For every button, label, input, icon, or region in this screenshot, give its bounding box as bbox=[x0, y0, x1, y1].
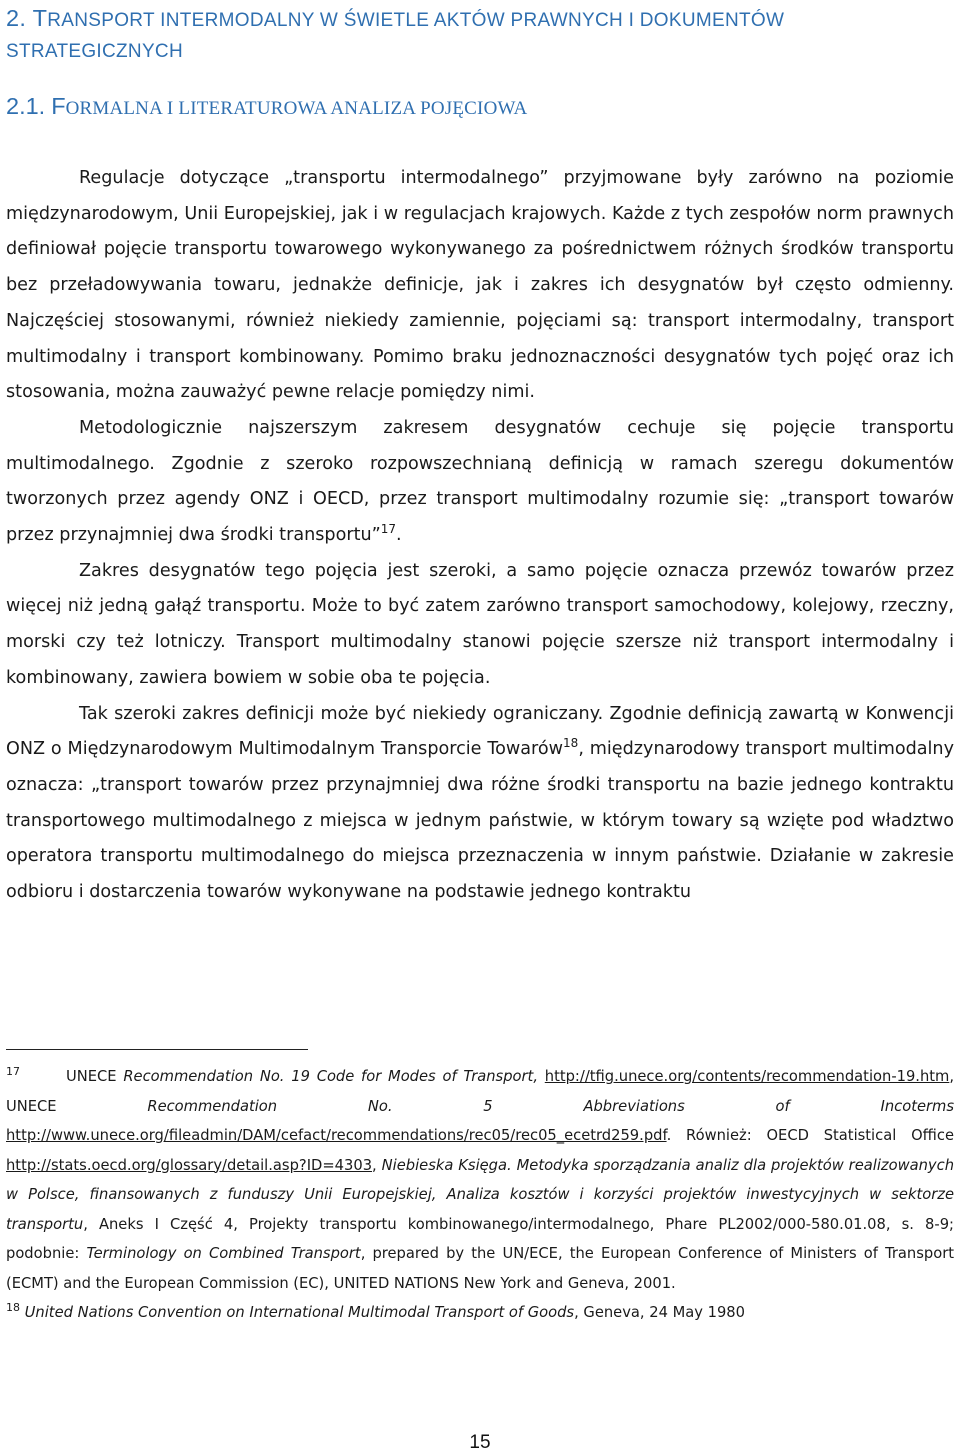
footnote-link[interactable]: http://stats.oecd.org/glossary/detail.asp?ID=4303 bbox=[6, 1156, 373, 1174]
section-title: RANSPORT INTERMODALNY W ŚWIETLE AKTÓW PRAWNYCH I DOKUMENTÓW STRATEGICZNYCH bbox=[6, 10, 785, 62]
footnote-text: , Geneva, 24 May 1980 bbox=[574, 1304, 745, 1321]
footnote-link[interactable]: http://tfig.unece.org/contents/recommendation-19.htm bbox=[544, 1068, 950, 1085]
paragraph-text: . bbox=[396, 525, 402, 546]
footnote-text: , prepared by the UN/ECE, the European Conference of Ministers of Transport (ECMT) and the European Commission (EC), UNITED NATIONS New York and Geneva, 2001. bbox=[6, 1245, 954, 1292]
footnote-17 bbox=[6, 1062, 954, 1298]
footnote-separator bbox=[6, 1049, 308, 1050]
footnote-link[interactable]: http://www.unece.org/fileadmin/DAM/cefact/recommendations/rec05/rec05_ecetrd259.pdf bbox=[6, 1127, 667, 1144]
footnote-title: Terminology on Combined Transport bbox=[86, 1245, 361, 1262]
paragraph-text: Metodologicznie najszerszym zakresem desygnatów cechuje się pojęcie transportu multimodalnego. Zgodnie z szeroko rozpowszechnianą definicją w ramach szeregu dokumentów tworzonych przez agendy ONZ i OECD, przez transport multimodalny rozumie się: „transport towarów przez przynajmniej dwa środki transportu” bbox=[6, 417, 954, 546]
footnote-ref[interactable]: 17 bbox=[380, 522, 397, 537]
footnote-text: . Również: OECD Statistical Office bbox=[666, 1127, 954, 1144]
footnote-title: Recommendation No. 19 Code for Modes of Transport, bbox=[123, 1068, 538, 1085]
footnote-title: United Nations Convention on International Multimodal Transport of Goods bbox=[24, 1304, 575, 1321]
paragraph bbox=[6, 411, 954, 554]
paragraph-text: , międzynarodowy transport multimodalny oznacza: „transport towarów przez przynajmniej dwa różne środki transportu na bazie jednego kontraktu transportowego multimodalnego z miejsca w jednym państwie, w którym towary są wzięte pod władztwo operatora transportu multimodalnego do miejsca przeznaczenia w innym państwie. Działanie w zakresie odbioru i dostarczenia towarów wykonywane na podstawie jednego kontraktu bbox=[6, 739, 954, 903]
footnote-text: , Aneks I Część 4, Projekty transportu kombinowanego/intermodalnego, Phare PL2002/000-580.01.08, s. 8-9; podobnie: bbox=[6, 1215, 954, 1262]
subsection-heading bbox=[6, 92, 954, 123]
page-number: 15 bbox=[469, 1432, 491, 1453]
footnote-number: 17 bbox=[6, 1065, 20, 1079]
footnote-ref[interactable]: 18 bbox=[563, 736, 579, 751]
subsection-title: ORMALNA I LITERATUROWA ANALIZA POJĘCIOWA bbox=[65, 98, 528, 119]
body-text bbox=[6, 161, 954, 911]
subsection-title-initial: F bbox=[51, 93, 66, 119]
footnote-title: Recommendation No. 5 Abbreviations of Incoterms bbox=[147, 1097, 955, 1115]
footnote-text: , bbox=[372, 1156, 377, 1174]
section-title-initial: T bbox=[32, 5, 48, 31]
subsection-number: 2.1. bbox=[6, 93, 46, 119]
footnotes bbox=[6, 1062, 954, 1328]
footnote-text: UNECE bbox=[66, 1068, 117, 1085]
section-number: 2. bbox=[6, 5, 27, 31]
paragraph-text: Tak szeroki zakres definicji może być niekiedy ograniczany. Zgodnie definicją zawartą w Konwencji ONZ o Międzynarodowym Multimodalnym Transporcie Towarów bbox=[6, 703, 954, 760]
footnote-text: , UNECE bbox=[6, 1068, 955, 1115]
section-heading bbox=[6, 4, 954, 66]
footnote-number: 18 bbox=[6, 1301, 20, 1315]
footnote-title: Niebieska Księga. Metodyka sporządzania analiz dla projektów realizowanych w Polsce, finansowanych z funduszy Unii Europejskiej, Analiza kosztów i korzyści projektów inwestycyjnych w sektorze transportu bbox=[6, 1156, 954, 1233]
paragraph bbox=[6, 697, 954, 911]
footnote-18 bbox=[6, 1298, 954, 1328]
paragraph: Regulacje dotyczące „transportu intermodalnego” przyjmowane były zarówno na poziomie międzynarodowym, Unii Europejskiej, jak i w regulacjach krajowych. Każde z tych zespołów norm prawnych definiował pojęcie transportu towarowego wykonywanego za pośrednictwem różnych środków transportu bez przeładowywania towaru, jednakże definicje, jak i zakres ich desygnatów był często odmienny. Najczęściej stosowanymi, również niekiedy zamiennie, pojęciami są: transport intermodalny, transport multimodalny i transport kombinowany. Pomimo braku jednoznaczności desygnatów tych pojęć oraz ich stosowania, można zauważyć pewne relacje pomiędzy nimi. bbox=[6, 168, 954, 403]
paragraph: Zakres desygnatów tego pojęcia jest szeroki, a samo pojęcie oznacza przewóz towarów przez więcej niż jedną gałąź transportu. Może to być zatem zarówno transport samochodowy, kolejowy, rzeczny, morski czy też lotniczy. Transport multimodalny stanowi pojęcie szersze niż transport intermodalny i kombinowany, zawiera bowiem w sobie oba te pojęcia. bbox=[6, 560, 954, 688]
